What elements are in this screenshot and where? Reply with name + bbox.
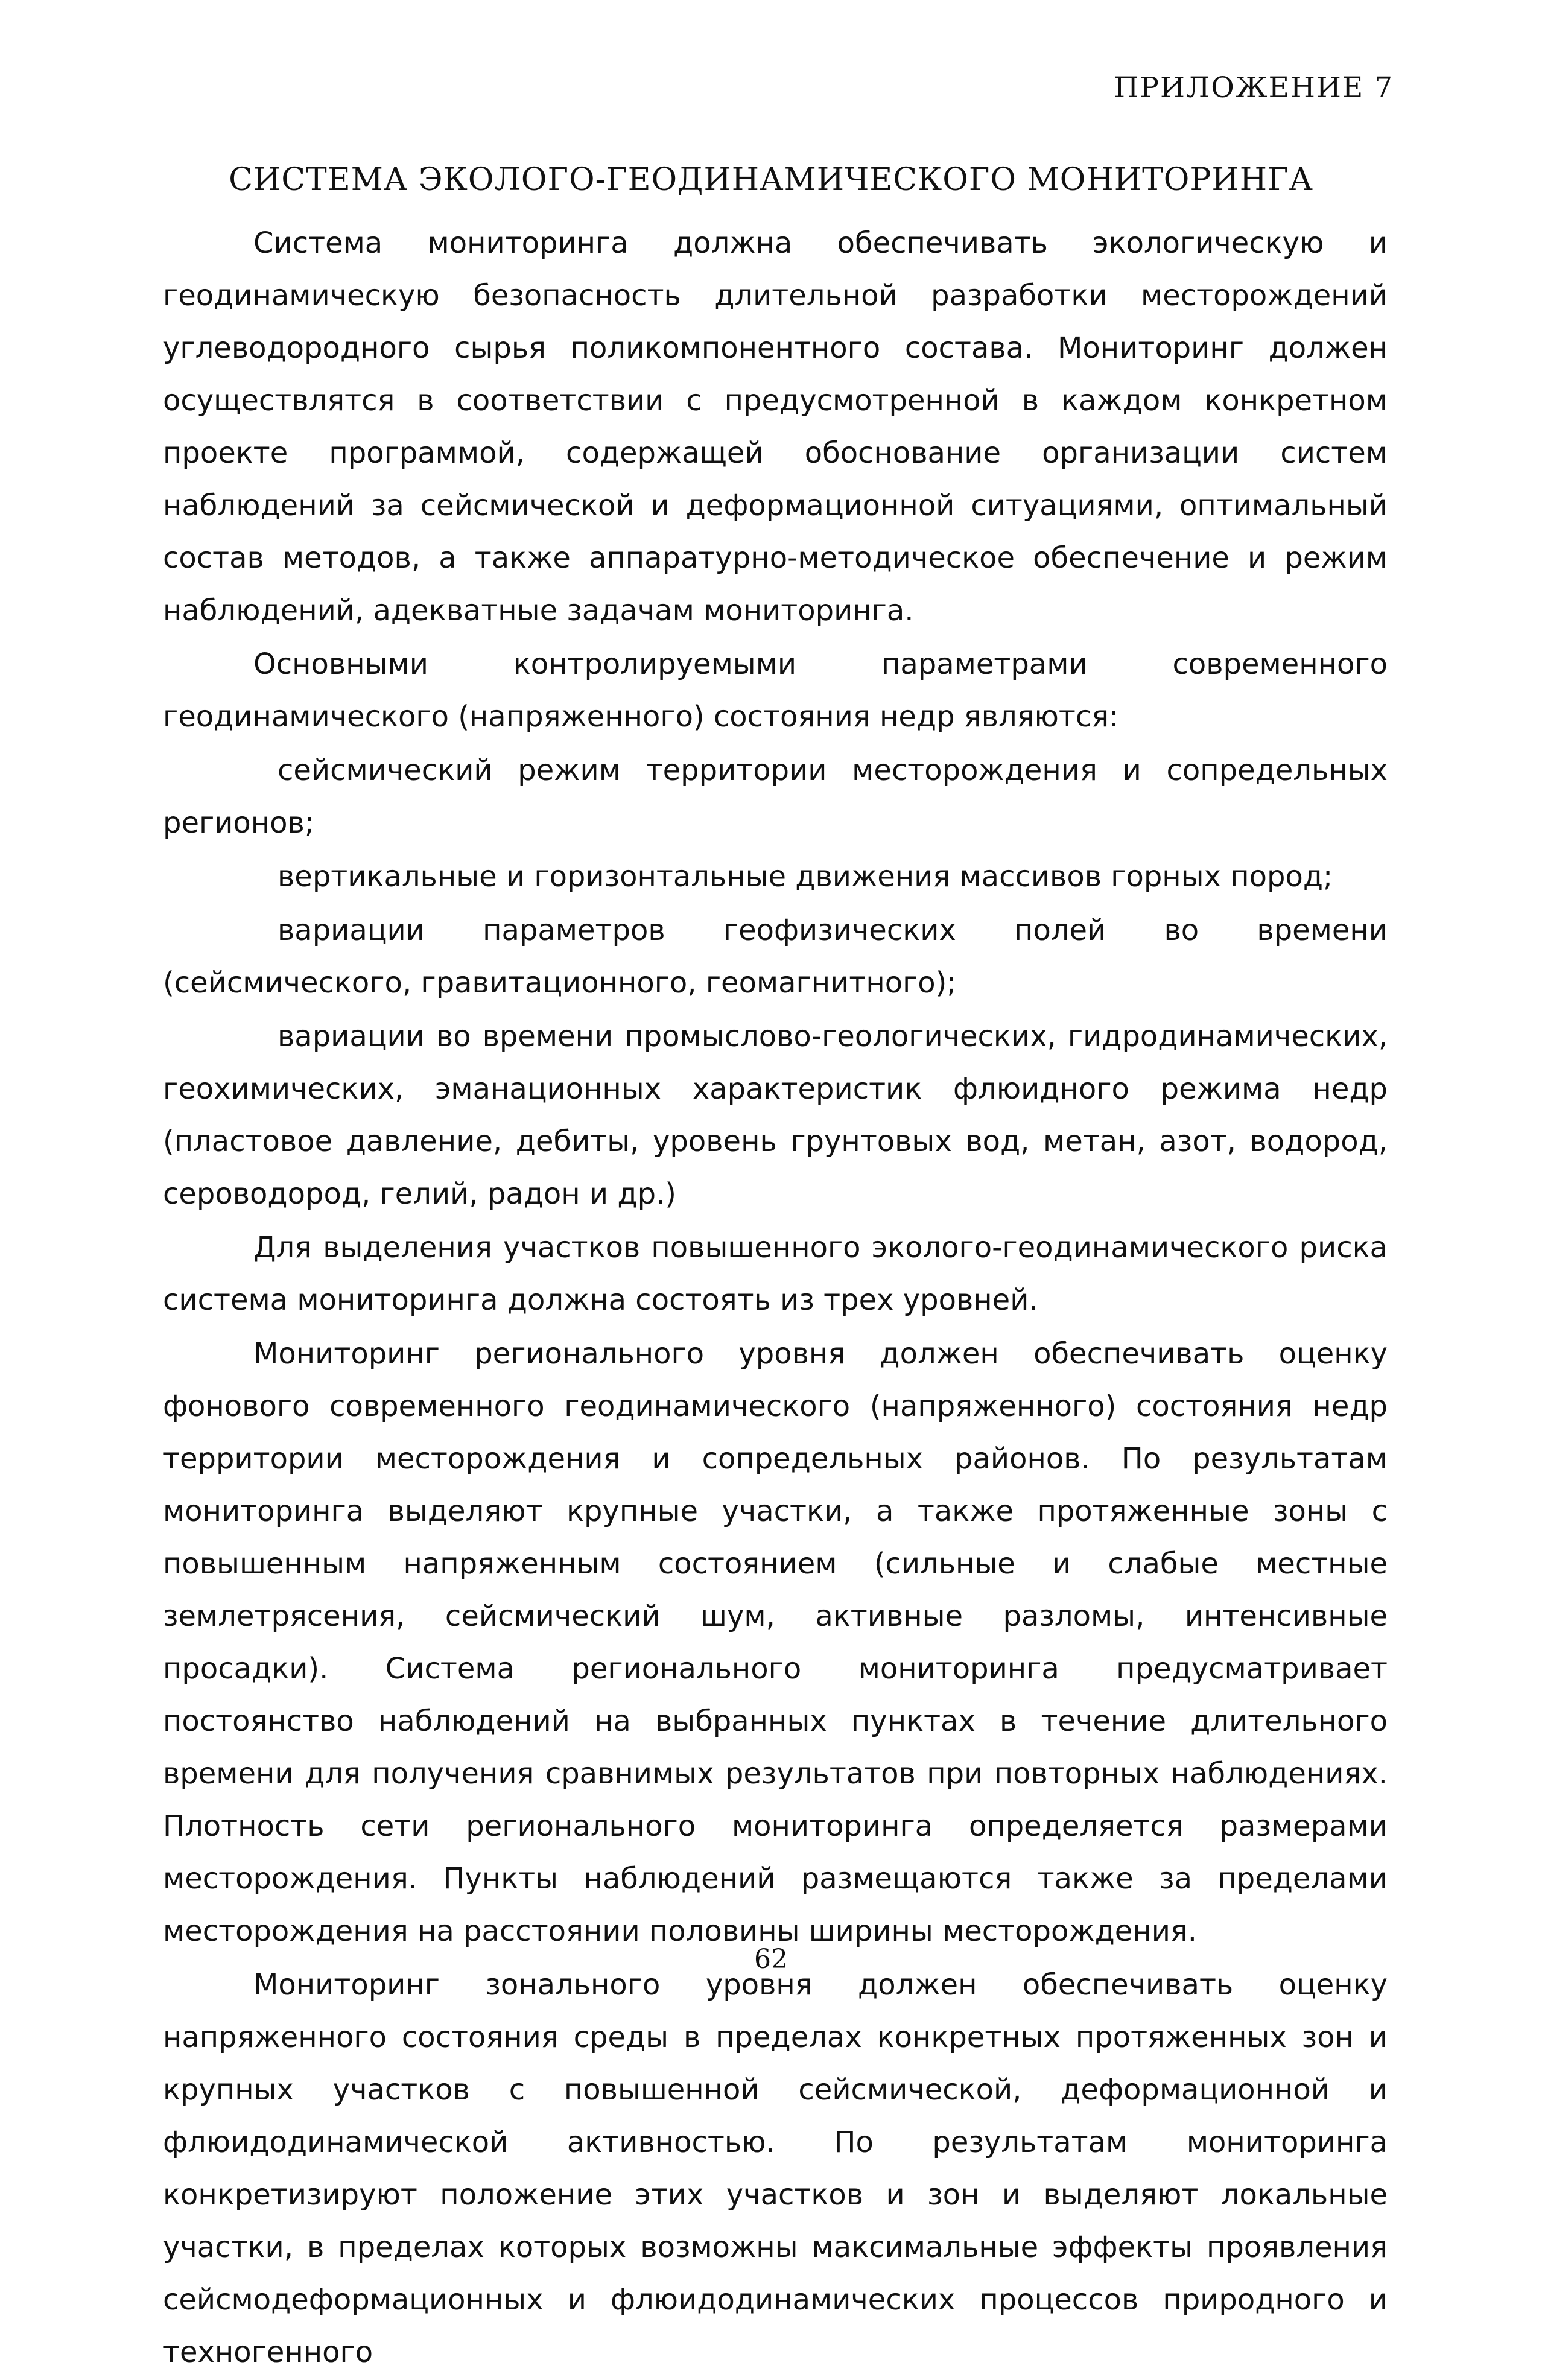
list-item: вариации параметров геофизических полей во времени (сейсмического, гравитационного, геомагнитного); [163,913,1388,1000]
paragraph: Мониторинг регионального уровня должен обеспечивать оценку фонового современного геодинамического (напряженного) состояния недр территории месторождения и сопредельных районов. По результатам мониторинга выделяют крупные участки, а также протяженные зоны с повышенным напряженным состоянием (сильные и слабые местные землетрясения, сейсмический шум, активные разломы, интенсивные просадки). Система регионального мониторинга предусматривает постоянство наблюдений на выбранных пунктах в течение длительного времени для получения сравнимых результатов при повторных наблюдениях. Плотность сети регионального мониторинга определяется размерами месторождения. Пункты наблюдений размещаются также за пределами месторождения на расстоянии половины ширины месторождения. [163,1337,1388,1948]
list-item: сейсмический режим территории месторождения и сопредельных регионов; [163,754,1388,840]
page-number: 62 [754,1944,788,1975]
appendix-label: ПРИЛОЖЕНИЕ 7 [1114,71,1394,104]
paragraph: Система мониторинга должна обеспечивать экологическую и геодинамическую безопасность длительной разработки месторождений углеводородного сырья поликомпонентного состава. Мониторинг должен осуществлятся в соответствии с предусмотренной в каждом конкретном проекте программой, содержащей обоснование организации систем наблюдений за сейсмической и деформационной ситуациями, оптимальный состав методов, а также аппаратурно-методическое обеспечение и режим наблюдений, адекватные задачам мониторинга. [163,226,1388,627]
paragraph: Мониторинг зонального уровня должен обеспечивать оценку напряженного состояния среды в пределах конкретных протяженных зон и крупных участков с повышенной сейсмической, деформационной и флюидодинамической активностью. По результатам мониторинга конкретизируют положение этих участков и зон и выделяют локальные участки, в пределах которых возможны максимальные эффекты проявления сейсмодеформационных и флюидодинамических процессов природного и техногенного [163,1968,1388,2369]
paragraph: Основными контролируемыми параметрами современного геодинамического (напряженного) состояния недр являются: [163,647,1388,734]
document-title: СИСТЕМА ЭКОЛОГО-ГЕОДИНАМИЧЕСКОГО МОНИТОРИНГА [229,162,1313,198]
list-item: вертикальные и горизонтальные движения массивов горных пород; [278,860,1333,893]
document-body [163,217,1388,2380]
paragraph: Для выделения участков повышенного эколого-геодинамического риска система мониторинга должна состоять из трех уровней. [163,1231,1388,1317]
list-item: вариации во времени промыслово-геологических, гидродинамических, геохимических, эманационных характеристик флюидного режима недр (пластовое давление, дебиты, уровень грунтовых вод, метан, азот, водород, сероводород, гелий, радон и др.) [163,1020,1388,1211]
